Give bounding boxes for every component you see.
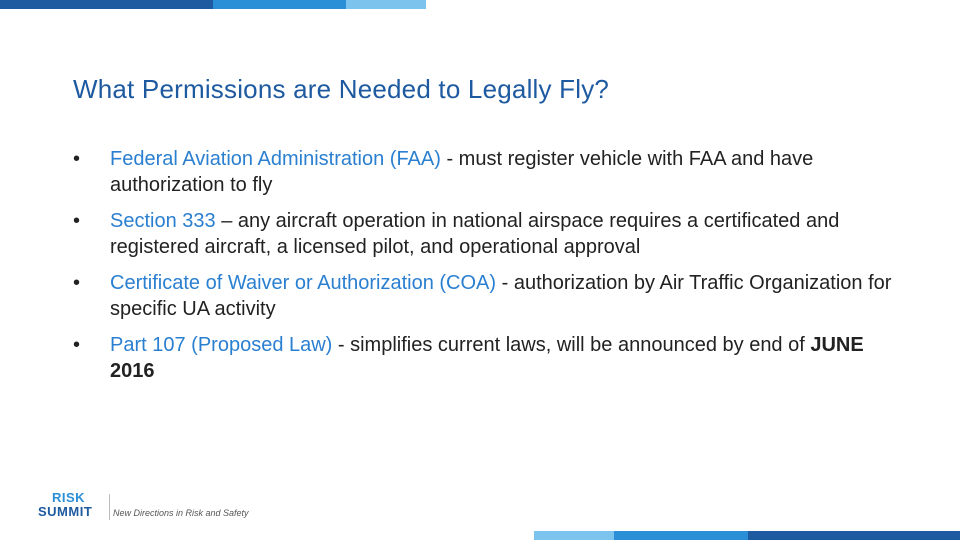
bullet-text: - simplifies current laws, will be announced by end of (332, 334, 811, 356)
bullet-term: Section 333 (110, 210, 216, 232)
bullet-term: Part 107 (Proposed Law) (110, 334, 333, 356)
bullet-item (73, 146, 893, 198)
bullet-list (73, 146, 893, 394)
bullet-item (73, 332, 893, 384)
bullet-dot: • (73, 210, 81, 232)
top-accent-bar (0, 0, 426, 9)
risk-summit-logo (38, 491, 104, 519)
bullet-text: - must register vehicle with FAA and have authorization to fly (110, 148, 814, 196)
logo-line-1: RISK (52, 490, 86, 505)
footer-tagline: New Directions in Risk and Safety (113, 508, 249, 518)
logo-line-2: SUMMIT (38, 504, 93, 519)
bullet-item (73, 270, 893, 322)
bullet-term: Federal Aviation Administration (FAA) (110, 148, 441, 170)
bullet-dot: • (73, 334, 81, 356)
bottom-accent-bar (534, 531, 960, 540)
slide-title: What Permissions are Needed to Legally Fly? (73, 74, 610, 104)
bullet-term: Certificate of Waiver or Authorization (COA) (110, 272, 497, 294)
bullet-dot: • (73, 272, 81, 294)
bullet-item (73, 208, 893, 260)
bullet-emphasis: JUNE 2016 (110, 334, 864, 382)
bullet-dot: • (73, 148, 81, 170)
footer-divider (109, 494, 110, 520)
bullet-text: – any aircraft operation in national airspace requires a certificated and registered aircraft, a licensed pilot, and operational approval (110, 210, 840, 258)
bullet-text: - authorization by Air Traffic Organization for specific UA activity (110, 272, 892, 320)
